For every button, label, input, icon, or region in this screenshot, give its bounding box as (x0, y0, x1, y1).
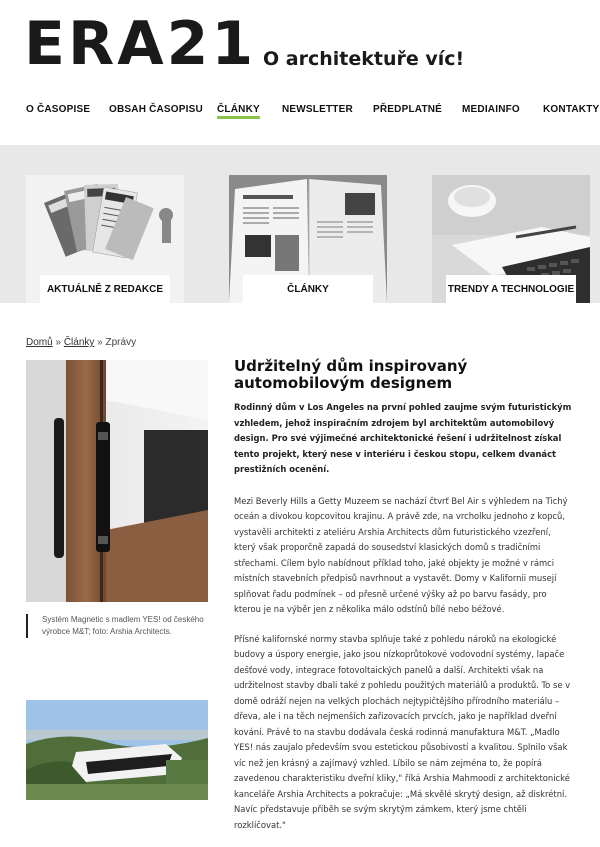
door-handle-photo (26, 360, 208, 602)
card-label[interactable]: ČLÁNKY (243, 275, 373, 303)
site-logo[interactable]: ERA21 (24, 9, 257, 79)
breadcrumb-section[interactable]: Články (63, 337, 95, 348)
nav-item-clanky[interactable]: ČLÁNKY (217, 104, 260, 119)
breadcrumb-separator: » (97, 337, 103, 348)
card-label[interactable]: AKTUÁLNĚ Z REDAKCE (40, 275, 170, 303)
breadcrumb-current: Zprávy (105, 337, 137, 348)
nav-item-o-casopise[interactable]: O ČASOPISE (26, 104, 91, 115)
nav-item-mediainfo[interactable]: MEDIAINFO (462, 104, 520, 115)
main-nav (0, 104, 600, 124)
photo-caption: Systém Magnetic s madlem YES! od českého výrobce M&T; foto: Arshia Architects. (26, 614, 222, 638)
house-photo (26, 700, 208, 800)
article (234, 358, 574, 847)
nav-item-obsah-casopisu[interactable]: OBSAH ČASOPISU (109, 104, 203, 115)
card-trendy-a-technologie[interactable] (432, 175, 590, 303)
breadcrumb (26, 337, 136, 348)
breadcrumb-separator: » (55, 337, 62, 348)
card-label[interactable]: TRENDY A TECHNOLOGIE (446, 275, 576, 303)
article-title: Udržitelný dům inspirovaný automobilovým designem (234, 357, 468, 392)
site-tagline: O architektuře víc! (263, 48, 465, 70)
featured-sections (0, 145, 600, 303)
article-lead: Rodinný dům v Los Angeles na první pohled zaujme svým futuristickým vzhledem, jehož inspiračním zdrojem byl architektům automobilový design. Pro své výjimečné architektonické řešení i udržitelnost získal tento projekt, který nese v interiéru i českou stopu, celkem dvanáct prestižních ocenění. (234, 402, 572, 474)
breadcrumb-home[interactable]: Domů (26, 337, 53, 348)
nav-item-predplatne[interactable]: PŘEDPLATNÉ (373, 104, 443, 115)
card-aktualne-z-redakce[interactable] (26, 175, 184, 303)
article-paragraph: Přísné kalifornské normy stavba splňuje také z pohledu nároků na ekologické budovy a úspory energie, jako jsou nízkoprůtokové vodovodní systémy, lapače dešťové vody, integrace fotovoltaických panelů a další. Architekti však na udržitelnost stavby dbali také z pohledu použitých materiálů a produktů. To se v domě odráží nejen na velkých plochách nejtypičtějšího přírodního materiálu – dřeva, ale i na těch nejmenších zařizovacích prvcích, jako je například dveřní kování. Právě to na stavbu dodávala česká rodinná manufaktura M&T. „Madlo YES! nás zaujalo především svou estetickou působivostí a kvalitou. Splnilo však víc než jen krásný a zajímavý vzhled. Líbilo se nám zejména to, že popírá zavedenou charakteristiku dveřní kliky," říká Arshia Mahmoodi z architektonické kanceláře Arshia Architects a pokračuje: „Má skvělé skrytý design, až diskrétní. Navíc představuje příběh se svým skrytým zámkem, který jsme chtěli rozklíčovat." (234, 633, 571, 830)
nav-item-kontakty[interactable]: KONTAKTY (543, 104, 600, 115)
card-clanky[interactable] (229, 175, 387, 303)
article-paragraph: Mezi Beverly Hills a Getty Muzeem se nachází čtvrť Bel Air s výhledem na Tichý oceán a divokou kopcovitou krajinu. A právě zde, na vrcholku jednoho z kopců, vystavěli architekti z ateliéru Arshia Architects dům futuristického vzezření, který však proporčně zapadá do sousedství klasických domů s tradičními střechami. Cílem bylo nabídnout příklad toho, jaké objekty je možné v rámci místních stavebních předpisů navrhnout a vystavět. Domy v Kalifornii musejí splňovat řadu podmínek – od přesně určené výšky až po barvu fasády, pro kterou je na výběr jen z několika málo odstínů bílé nebo béžové. (234, 495, 568, 614)
nav-item-newsletter[interactable]: NEWSLETTER (282, 104, 353, 115)
